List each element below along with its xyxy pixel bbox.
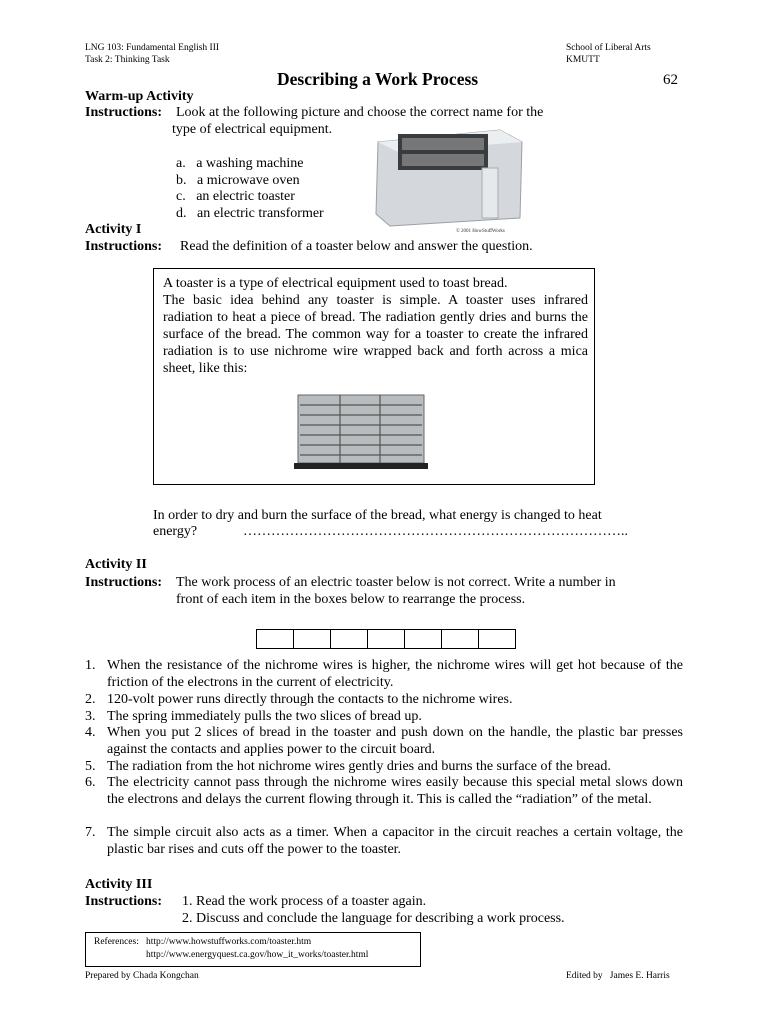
option: c. an electric toaster <box>176 189 295 204</box>
instructions-text: The work process of an electric toaster below is not correct. Write a number in <box>176 575 616 590</box>
option: b. a microwave oven <box>176 173 300 188</box>
references-box <box>85 932 421 967</box>
option: d. an electric transformer <box>176 206 324 221</box>
instructions-text: Read the definition of a toaster below and answer the question. <box>180 239 533 254</box>
instructions-label: Instructions: <box>85 575 163 590</box>
definition-text: A toaster is a type of electrical equipment used to toast bread. The basic idea behind any toaster is simple. A toaster uses infrared radiation to heat a piece of bread. The radiation gently dries and burns the surface of the bread. The common way for a toaster to create the infrared radiation is to use nichrome wire wrapped back and forth across a mica sheet, like this: <box>163 276 588 376</box>
answer-box[interactable] <box>294 630 331 648</box>
list-item: 5. The radiation from the hot nichrome wires gently dries and burns the surface of the bread. <box>85 759 611 774</box>
answer-boxes <box>256 629 516 649</box>
option: a. a washing machine <box>176 156 304 171</box>
list-item: 4. When you put 2 slices of bread in the toaster and push down on the handle, the plastic bar presses against the contacts and applies power to the circuit board. <box>85 725 683 757</box>
instructions-label: Instructions: <box>85 894 163 909</box>
warmup-heading: Warm-up Activity <box>85 89 194 104</box>
page-title: Describing a Work Process <box>277 69 479 89</box>
instruction-step: 2. Discuss and conclude the language for describing a work process. <box>182 911 565 926</box>
answer-box[interactable] <box>442 630 479 648</box>
edited-by: Edited by James E. Harris <box>566 971 670 981</box>
toaster-image <box>370 122 526 234</box>
page-number: 62 <box>663 72 678 88</box>
prepared-by: Prepared by Chada Kongchan <box>85 971 199 981</box>
school-name: School of Liberal Arts <box>566 43 651 53</box>
instructions-text: front of each item in the boxes below to rearrange the process. <box>176 592 526 607</box>
instructions-label: Instructions: <box>85 239 163 254</box>
activity3-heading: Activity III <box>85 877 153 892</box>
answer-box[interactable] <box>368 630 405 648</box>
answer-box[interactable] <box>479 630 515 648</box>
task-name: Task 2: Thinking Task <box>85 55 170 65</box>
list-item: 6. The electricity cannot pass through the nichrome wires easily because this special metal slows down the electrons and delays the current flowing through it. This is called the “radiation” of the metal. <box>85 775 683 807</box>
list-item: 7. The simple circuit also acts as a timer. When a capacitor in the circuit reaches a certain voltage, the plastic bar rises and cuts off the power to the toaster. <box>85 825 683 857</box>
nichrome-mica-image <box>290 389 432 479</box>
reference-link[interactable]: http://www.howstuffworks.com/toaster.htm <box>146 937 312 947</box>
question-text: In order to dry and burn the surface of the bread, what energy is changed to heat <box>153 508 602 523</box>
references-label: References: <box>94 937 139 947</box>
course-name: LNG 103: Fundamental English III <box>85 43 220 53</box>
definition-box <box>153 268 595 485</box>
list-item: 2. 120-volt power runs directly through the contacts to the nichrome wires. <box>85 692 513 707</box>
svg-text:© 2001 HowStuffWorks: © 2001 HowStuffWorks <box>456 229 505 234</box>
list-item: 3. The spring immediately pulls the two slices of bread up. <box>85 709 422 724</box>
instruction-step: 1. Read the work process of a toaster again. <box>182 894 427 909</box>
activity2-heading: Activity II <box>85 557 147 572</box>
reference-link[interactable]: http://www.energyquest.ca.gov/how_it_works/toaster.html <box>146 950 369 960</box>
answer-box[interactable] <box>331 630 368 648</box>
list-item: 1. When the resistance of the nichrome wires is higher, the nichrome wires will get hot because of the friction of the electrons in the current of electricity. <box>85 658 683 690</box>
instructions-text: Look at the following picture and choose the correct name for the <box>176 105 544 120</box>
activity1-heading: Activity I <box>85 222 142 237</box>
instructions-text: type of electrical equipment. <box>172 122 333 137</box>
answer-box[interactable] <box>257 630 294 648</box>
university-name: KMUTT <box>566 55 600 65</box>
answer-blank[interactable]: ……………………………………………………………………….. <box>243 524 628 539</box>
question-text: energy? <box>153 524 198 539</box>
answer-box[interactable] <box>405 630 442 648</box>
instructions-label: Instructions: <box>85 105 163 120</box>
